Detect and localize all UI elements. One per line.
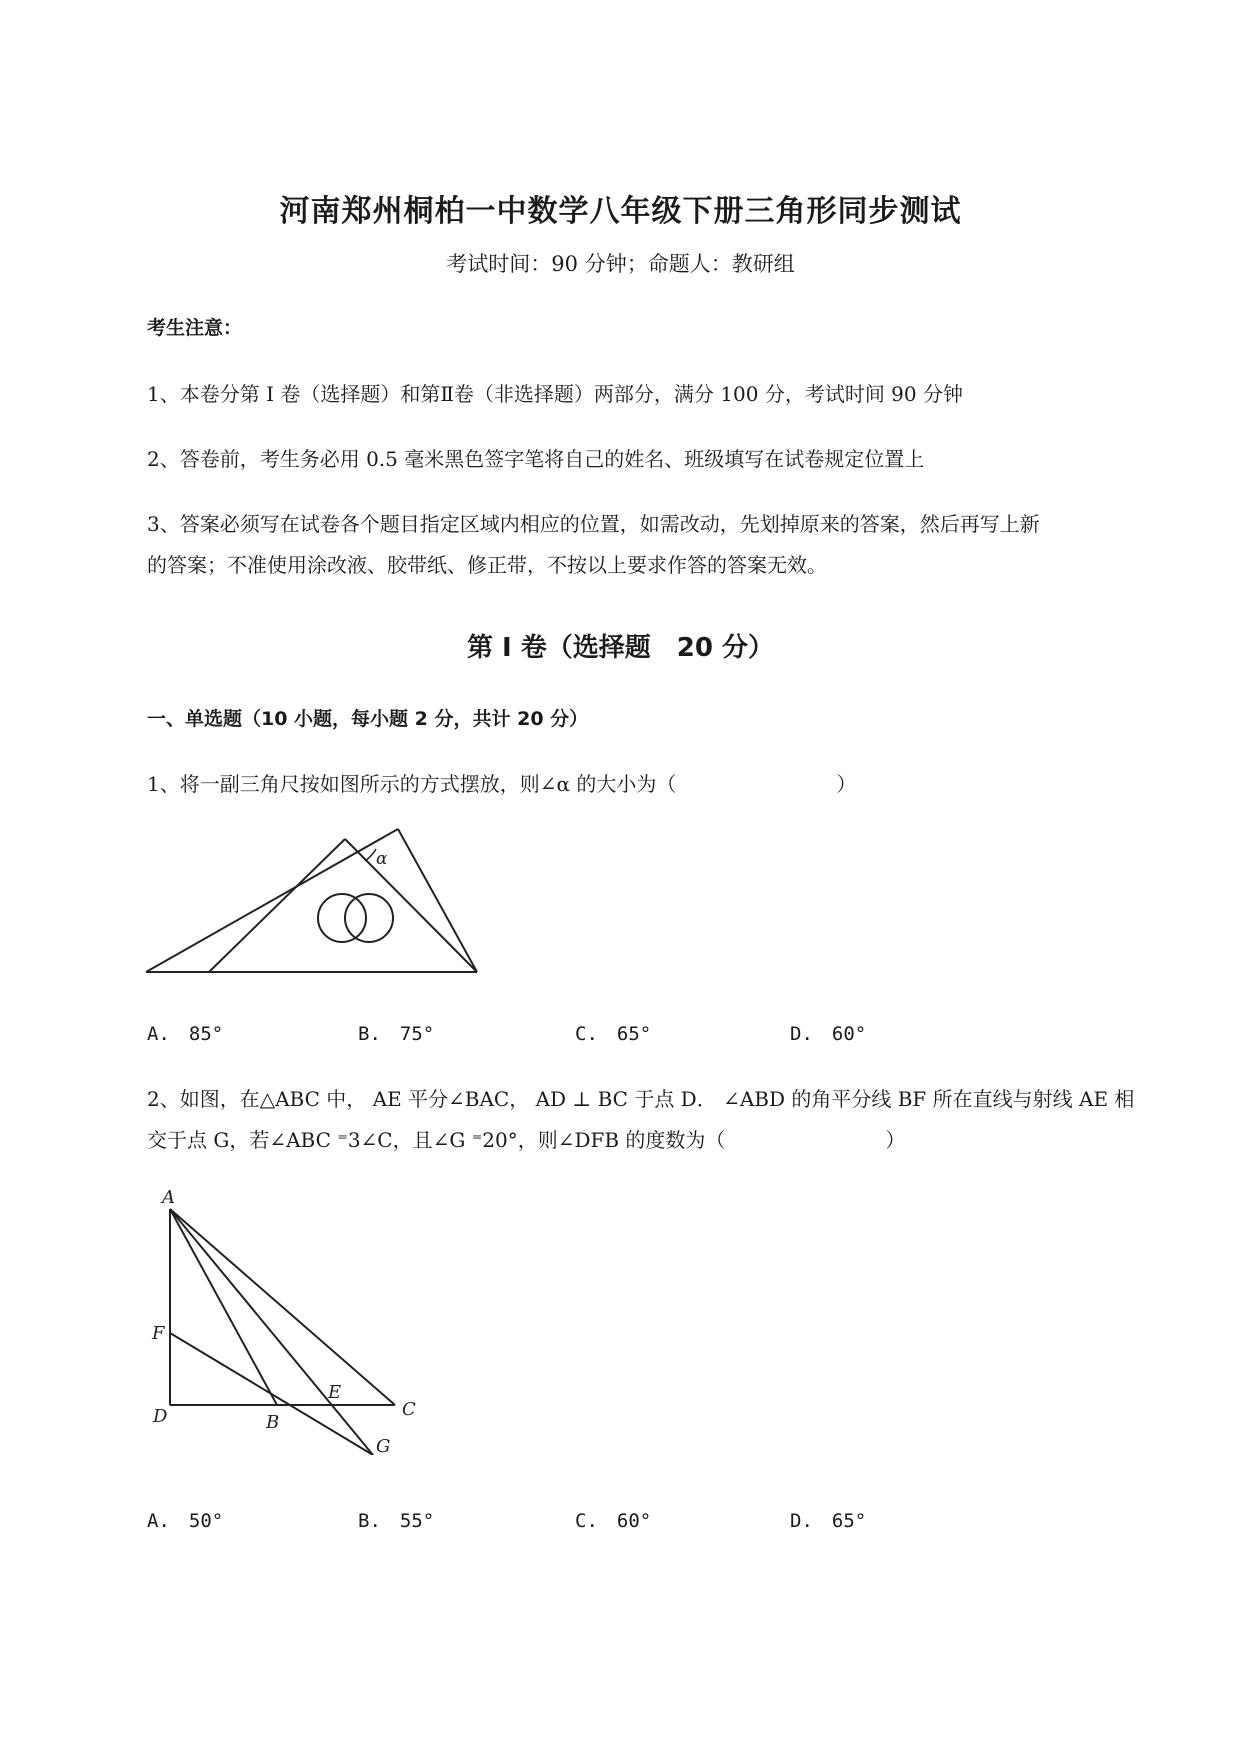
page-title: 河南郑州桐柏一中数学八年级下册三角形同步测试 <box>279 194 962 229</box>
circle-right <box>345 894 393 942</box>
question-2-text-line-1: 2、如图，在△ABC 中， AE 平分∠BAC， AD ⊥ BC 于点 D． ∠ABD 的角平分线 BF 所在直线与射线 AE 相 <box>147 1087 1135 1111</box>
q1-option-d[interactable]: D. 60° <box>790 1023 867 1045</box>
notice-item-1: 1、本卷分第 I 卷（选择题）和第Ⅱ卷（非选择题）两部分，满分 100 分，考试时间 90 分钟 <box>147 382 963 406</box>
q2-option-a[interactable]: A. 50° <box>147 1510 224 1532</box>
q1-option-a[interactable]: A. 85° <box>147 1023 224 1045</box>
question-2-figure <box>140 1185 430 1455</box>
q2-option-c[interactable]: C. 60° <box>575 1510 652 1532</box>
exam-subtitle: 考试时间：90 分钟；命题人：教研组 <box>446 252 795 276</box>
segment-FG <box>170 1333 373 1455</box>
triangle-1-side <box>398 829 477 972</box>
question-1-figure <box>140 825 485 985</box>
question-1-text: 1、将一副三角尺按如图所示的方式摆放，则∠α 的大小为（ ） <box>147 772 857 796</box>
section-title: 第 I 卷（选择题 20 分） <box>466 633 774 663</box>
label-F: F <box>152 1323 165 1344</box>
notice-heading: 考生注意： <box>147 317 243 339</box>
label-E: E <box>328 1382 342 1403</box>
notice-item-3: 3、答案必须写在试卷各个题目指定区域内相应的位置，如需改动，先划掉原来的答案，然后再写上新 <box>147 512 1040 536</box>
question-2-text-line-2: 交于点 G，若∠ABC ⁼3∠C，且∠G ⁼20°，则∠DFB 的度数为（ ） <box>147 1128 906 1152</box>
triangle-1-hypotenuse <box>146 829 398 972</box>
angle-alpha-arc <box>365 849 376 861</box>
q1-option-b[interactable]: B. 75° <box>358 1023 435 1045</box>
q1-option-c[interactable]: C. 65° <box>575 1023 652 1045</box>
notice-item-3-continued: 的答案；不准使用涂改液、胶带纸、修正带，不按以上要求作答的答案无效。 <box>147 553 827 577</box>
label-D: D <box>153 1406 168 1427</box>
part-heading: 一、单选题（10 小题，每小题 2 分，共计 20 分） <box>147 708 589 730</box>
circle-left <box>318 894 366 942</box>
label-B: B <box>266 1412 280 1433</box>
q2-option-b[interactable]: B. 55° <box>358 1510 435 1532</box>
notice-item-2: 2、答卷前，考生务必用 0.5 毫米黑色签字笔将自己的姓名、班级填写在试卷规定位置上 <box>147 447 925 471</box>
label-C: C <box>402 1399 416 1420</box>
q2-option-d[interactable]: D. 65° <box>790 1510 867 1532</box>
triangle-2-right-side <box>345 839 477 972</box>
segment-AB <box>170 1209 277 1405</box>
triangle-2-left-side <box>209 839 345 972</box>
segment-AC <box>170 1209 395 1405</box>
label-alpha: α <box>376 849 388 869</box>
label-A: A <box>162 1187 175 1208</box>
label-G: G <box>376 1436 391 1455</box>
